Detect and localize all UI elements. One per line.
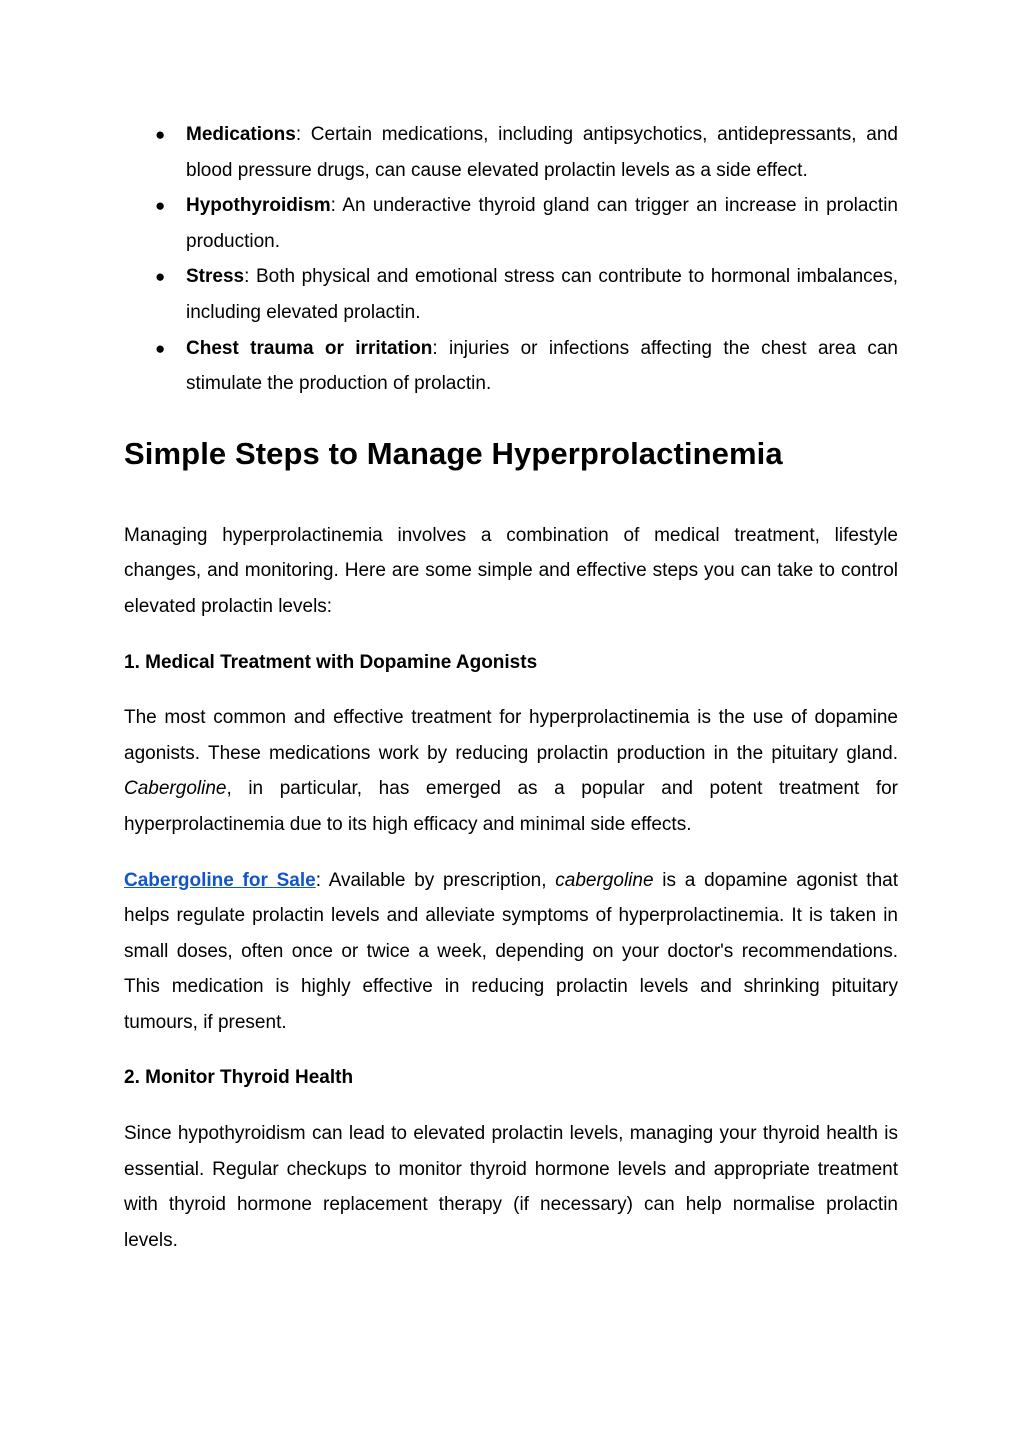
list-item-text: : injuries or infections affecting the chest area can stimulate the production of prolactin. (186, 337, 898, 395)
step1-text-a: The most common and effective treatment for hyperprolactinemia is the use of dopamine agonists. These medications work by reducing prolactin production in the pituitary gland. (124, 707, 898, 764)
bullet-icon: ● (155, 196, 166, 216)
section-title: Simple Steps to Manage Hyperprolactinemia (124, 435, 783, 471)
step1-text-b: , in particular, has emerged as a popular and potent treatment for hyperprolactinemia due to its high efficacy and minimal side effects. (124, 778, 898, 835)
cabergoline-text-b: is a dopamine agonist that helps regulate prolactin levels and alleviate symptoms of hyperprolactinemia. It is taken in small doses, often once or twice a week, depending on your doctor's recommendations. This medication is highly effective in reducing prolactin levels and shrinking pituitary tumours, if present. (124, 869, 898, 1033)
list-item (124, 331, 898, 402)
cabergoline-paragraph (124, 863, 898, 1041)
list-item-text: : Both physical and emotional stress can contribute to hormonal imbalances, including elevated prolactin. (186, 266, 898, 323)
step1-paragraph (124, 700, 898, 842)
list-item-term: Hypothyroidism (186, 195, 331, 217)
bullet-icon: ● (155, 267, 166, 287)
list-item-term: Chest trauma or irritation (186, 337, 433, 359)
list-item-text: : An underactive thyroid gland can trigger an increase in prolactin production. (186, 195, 898, 252)
step1-emphasis: Cabergoline (124, 778, 227, 800)
cabergoline-for-sale-link[interactable]: Cabergoline for Sale (124, 869, 316, 891)
cabergoline-text-a: : Available by prescription, (315, 869, 556, 891)
document-page (124, 117, 898, 1258)
step2-heading: 2. Monitor Thyroid Health (124, 1067, 354, 1089)
list-item-text: : Certain medications, including antipsychotics, antidepressants, and blood pressure drugs, can cause elevated prolactin levels as a side effect. (186, 124, 898, 181)
bullet-icon: ● (155, 338, 166, 358)
list-item (124, 117, 898, 188)
step2-paragraph: Since hypothyroidism can lead to elevated prolactin levels, managing your thyroid health is essential. Regular checkups to monitor thyroid hormone levels and appropriate treatment with thyroid hormone replacement therapy (if necessary) can help normalise prolactin levels. (124, 1123, 898, 1251)
list-item-term: Stress (186, 266, 245, 288)
intro-paragraph: Managing hyperprolactinemia involves a combination of medical treatment, lifestyle changes, and monitoring. Here are some simple and effective steps you can take to control elevated prolactin levels: (124, 524, 898, 617)
bullet-icon: ● (155, 125, 166, 144)
list-item (124, 188, 898, 259)
list-item-term: Medications (186, 124, 296, 145)
cabergoline-emphasis: cabergoline (555, 869, 654, 891)
causes-list (124, 117, 898, 402)
list-item (124, 259, 898, 330)
step1-heading: 1. Medical Treatment with Dopamine Agonists (124, 651, 538, 673)
